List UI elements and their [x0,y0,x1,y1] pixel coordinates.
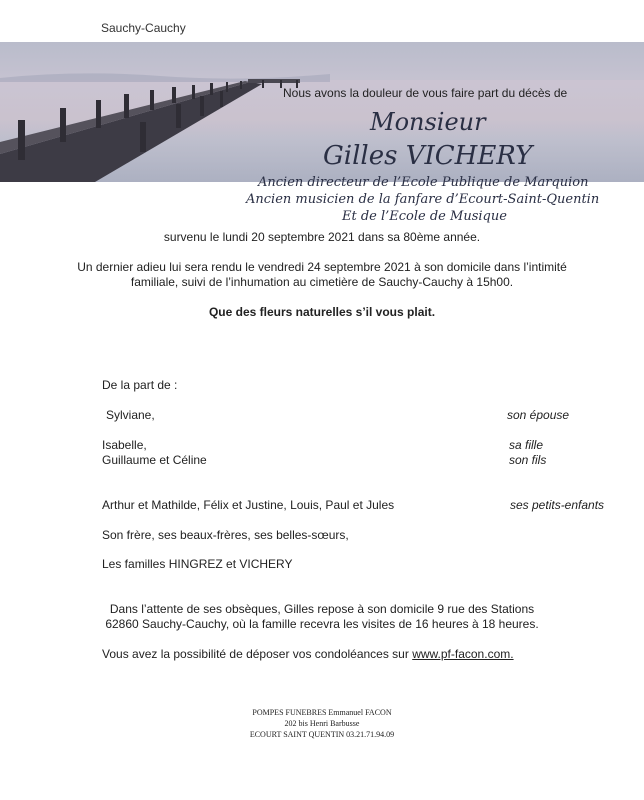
funeral-home-city-phone: ECOURT SAINT QUENTIN 03.21.71.94.09 [249,730,395,739]
condolences-link[interactable]: www.pf-facon.com. [412,647,514,661]
deceased-name: Gilles VICHERY [323,141,533,171]
from-label: De la part de : [102,378,178,392]
family-member-relation: ses petits-enfants [510,498,605,512]
families-line: Les familles HINGREZ et VICHERY [102,557,293,571]
role-line-3: Et de l’Ecole de Musique [342,209,507,224]
condolences-text: Vous avez la possibilité de déposer vos condoléances sur [102,647,409,661]
family-member-relation: sa fille [509,438,544,452]
family-member-name: Sylviane, [106,408,155,422]
family-member-name: Isabelle, [102,438,147,452]
flowers-note: Que des fleurs naturelles s’il vous plait. [208,305,436,319]
place-name: Sauchy-Cauchy [101,21,186,35]
role-line-1: Ancien directeur de l’Ecole Publique de Marquion [258,175,589,190]
funeral-home-address: 202 bis Henri Barbusse [284,719,360,728]
family-member-relation: son épouse [507,408,570,422]
farewell-line-1: Un dernier adieu lui sera rendu le vendredi 24 septembre 2021 à son domicile dans l’intimité [77,260,567,274]
family-member-name: Guillaume et Céline [102,453,207,467]
pier-banner-image [0,42,644,224]
civility-title: Monsieur [370,108,486,136]
family-member-relation: son fils [509,453,547,467]
rest-line-1: Dans l’attente de ses obsèques, Gilles repose à son domicile 9 rue des Stations [109,602,535,616]
announcement-intro: Nous avons la douleur de vous faire part du décès de [283,86,568,100]
rest-line-2: 62860 Sauchy-Cauchy, où la famille recevra les visites de 16 heures à 18 heures. [105,617,539,631]
pier-illustration [0,42,644,182]
siblings-line: Son frère, ses beaux-frères, ses belles-sœurs, [102,528,349,542]
death-date-line: survenu le lundi 20 septembre 2021 dans sa 80ème année. [163,230,481,244]
family-member-name: Arthur et Mathilde, Félix et Justine, Louis, Paul et Jules [102,498,395,512]
farewell-line-2: familiale, suivi de l’inhumation au cimetière de Sauchy-Cauchy à 15h00. [130,275,514,289]
funeral-home-name: POMPES FUNEBRES Emmanuel FACON [252,708,392,717]
condolences-line [102,647,514,661]
role-line-2: Ancien musicien de la fanfare d’Ecourt-Saint-Quentin [246,192,600,207]
